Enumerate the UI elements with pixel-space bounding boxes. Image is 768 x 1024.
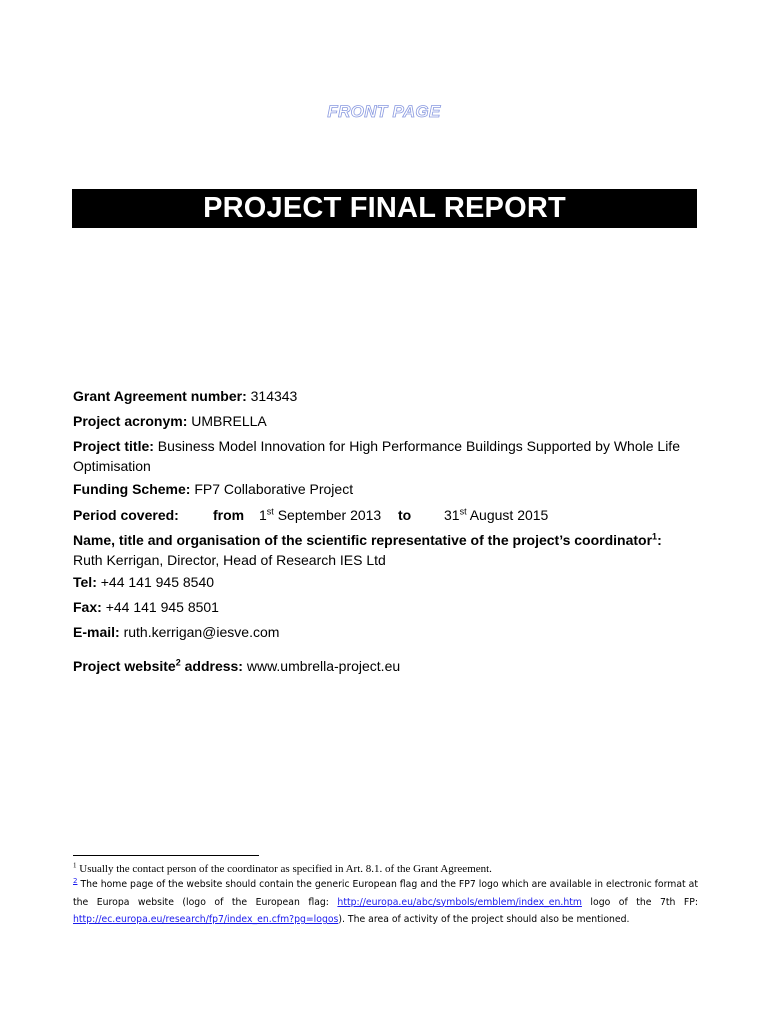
fax-label: Fax: [73, 599, 102, 615]
report-title: PROJECT FINAL REPORT [203, 192, 566, 224]
tel-field [73, 572, 214, 592]
footnote-2 [73, 876, 698, 929]
project-title-value: Business Model Innovation for High Performance Buildings Supported by Whole Life Optimisation [73, 438, 680, 474]
period-covered-label: Period covered: [73, 507, 179, 523]
project-website-field [73, 656, 400, 676]
grant-agreement-value: 314343 [250, 388, 298, 404]
footnote-1-text: Usually the contact person of the coordinator as specified in Art. 8.1. of the Grant Agreement. [79, 863, 492, 875]
period-end-date: 31st August 2015 [444, 506, 549, 523]
funding-scheme-field [73, 479, 353, 499]
scientific-representative-value: Ruth Kerrigan, Director, Head of Research IES Ltd [73, 552, 386, 568]
footnote-1-number: 1 [73, 861, 77, 870]
funding-scheme-value: FP7 Collaborative Project [194, 481, 354, 497]
project-acronym-label: Project acronym: [73, 413, 188, 429]
project-title-field [73, 436, 703, 476]
footnote-2-text-b: logo of the 7th FP: [581, 896, 698, 908]
project-website-value: www.umbrella-project.eu [246, 658, 401, 674]
footnote-1 [73, 862, 703, 876]
footnote-2-text-a: The home page of the website should contain the generic European flag and the FP7 logo which are available in electronic format at the Europa website (logo of the European flag: [73, 879, 698, 908]
footnote-ref-1: 1 [652, 531, 658, 542]
period-to-label: to [398, 507, 412, 523]
european-flag-logo-link[interactable]: http://europa.eu/abc/symbols/emblem/index_en.htm [337, 896, 582, 908]
funding-scheme-label: Funding Scheme: [73, 481, 191, 497]
report-title-bar [72, 189, 697, 228]
email-field [73, 622, 279, 642]
scientific-representative-field [73, 530, 703, 570]
footnote-separator [73, 855, 259, 856]
fax-field [73, 597, 219, 617]
period-covered-field [73, 505, 703, 525]
grant-agreement-label: Grant Agreement number: [73, 388, 247, 404]
project-title-label: Project title: [73, 438, 154, 454]
footnote-ref-2: 2 [175, 657, 181, 668]
footnote-2-number[interactable]: 2 [73, 876, 78, 885]
period-from-label: from [213, 507, 245, 523]
email-value: ruth.kerrigan@iesve.com [123, 624, 280, 640]
project-website-label: Project website$^2$ address: [73, 657, 243, 674]
fp7-logo-link[interactable]: http://ec.europa.eu/research/fp7/index_en.cfm?pg=logos [73, 914, 339, 925]
front-page-label: FRONT PAGE [327, 102, 441, 121]
footnote-2-text-c: ). The area of activity of the project should also be mentioned. [338, 914, 630, 925]
tel-label: Tel: [73, 574, 97, 590]
grant-agreement-field [73, 386, 297, 406]
tel-value: +44 141 945 8540 [100, 574, 215, 590]
email-label: E-mail: [73, 624, 120, 640]
project-acronym-value: UMBRELLA [191, 413, 267, 429]
fax-value: +44 141 945 8501 [105, 599, 219, 615]
period-start-date: 1st September 2013 [259, 506, 382, 523]
scientific-representative-label: Name, title and organisation of the scientific representative of the project’s coordinator$^1$: [73, 531, 662, 548]
project-acronym-field [73, 411, 267, 431]
